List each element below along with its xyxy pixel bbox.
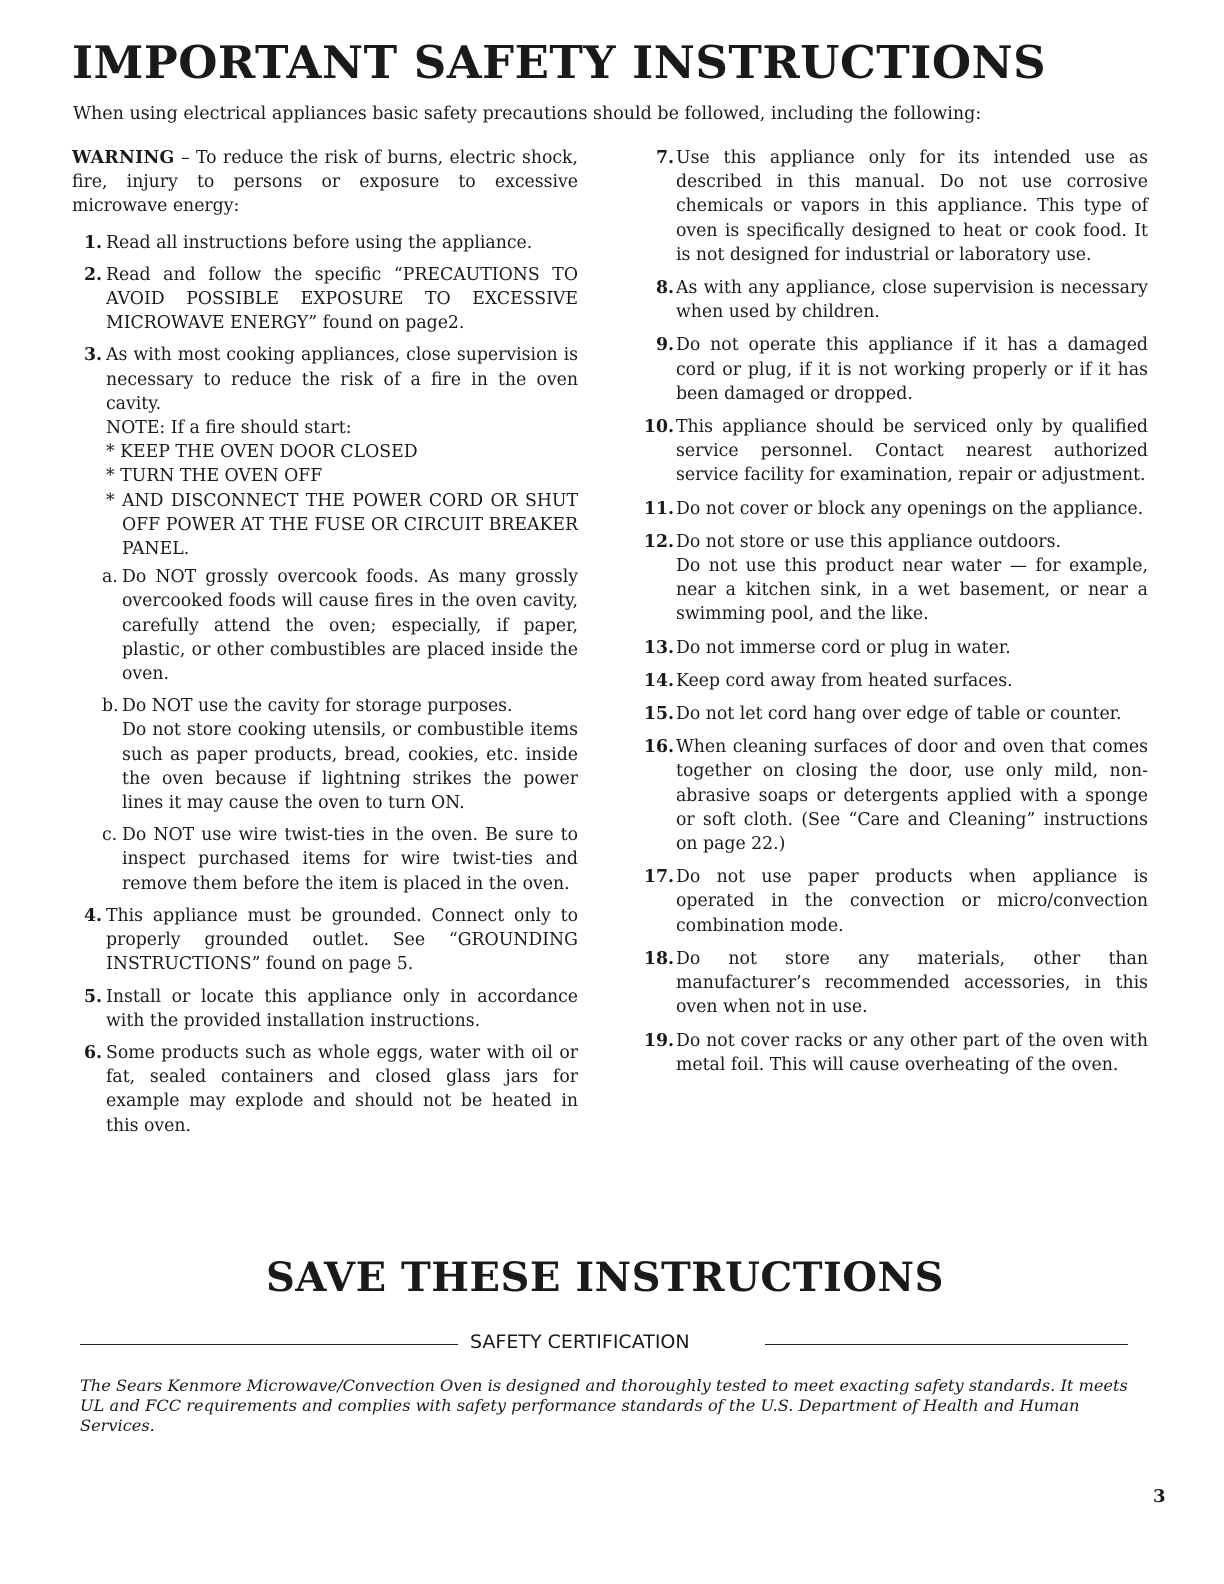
instruction-text: Do not let cord hang over edge of table or counter.	[676, 704, 1122, 725]
instruction-extra: Do not use this product near water — for example, near a kitchen sink, in a wet basement, or near a swimming pool, and the like.	[676, 556, 1148, 625]
instruction-text: Use this appliance only for its intended use as described in this manual. Do not use corrosive chemicals or vapors in this appliance. This type of oven is specifically designed to heat or cook food. It is not designed for industrial or laboratory use.	[676, 148, 1148, 265]
instruction-text: Do not store or use this appliance outdoors.	[676, 531, 1062, 552]
instruction-number: 9.	[655, 335, 674, 356]
instruction-number: 19.	[643, 1030, 674, 1051]
instruction-item-16	[638, 735, 1148, 856]
instruction-text: This appliance should be serviced only by qualified service personnel. Contact nearest authorized service facility for examination, repair or adjustment.	[676, 417, 1148, 486]
instruction-item-5	[72, 985, 578, 1033]
instruction-item-3	[72, 343, 578, 561]
instruction-item-8	[638, 276, 1148, 324]
instruction-number: 16.	[643, 737, 674, 758]
instruction-item-1	[72, 231, 578, 255]
sub-item-letter: a.	[102, 567, 118, 588]
instruction-number: 13.	[643, 637, 674, 658]
instruction-number: 15.	[643, 704, 674, 725]
fire-note-heading: NOTE: If a fire should start:	[106, 418, 352, 439]
instruction-text: Do not use paper products when appliance is operated in the convection or micro/convection combination mode.	[676, 867, 1148, 936]
save-instructions-heading: SAVE THESE INSTRUCTIONS	[266, 1254, 944, 1301]
sub-item-text: Do NOT grossly overcook foods. As many grossly overcooked foods will cause fires in the oven cavity, carefully attend the oven; especially, if paper, plastic, or other combustibles are placed inside the oven.	[122, 567, 578, 685]
instruction-text: Do not cover racks or any other part of the oven with metal foil. This will cause overheating of the oven.	[676, 1030, 1148, 1075]
fire-note-step: * TURN THE OVEN OFF	[106, 466, 323, 487]
instruction-item-10	[638, 415, 1148, 488]
instruction-text: As with any appliance, close supervision is necessary when used by children.	[676, 278, 1148, 323]
instruction-number: 7.	[655, 148, 674, 168]
instruction-item-4	[72, 904, 578, 977]
instruction-text: Read and follow the specific “PRECAUTIONS TO AVOID POSSIBLE EXPOSURE TO EXCESSIVE MICROWAVE ENERGY” found on page2.	[106, 264, 578, 334]
instruction-number: 6.	[84, 1042, 103, 1063]
safety-certification-rule	[80, 1330, 1128, 1360]
instruction-text: Do not store any materials, other than manufacturer’s recommended accessories, in this oven when not in use.	[676, 948, 1148, 1018]
instruction-text: As with most cooking appliances, close supervision is necessary to reduce the risk of a fire in the oven cavity.	[106, 345, 578, 414]
divider-left	[80, 1344, 458, 1345]
page-title: IMPORTANT SAFETY INSTRUCTIONS	[72, 36, 1047, 89]
instruction-text: Do not cover or block any openings on the appliance.	[676, 498, 1144, 519]
instruction-number: 11.	[643, 498, 674, 519]
instruction-number: 8.	[655, 278, 674, 299]
sub-item-text: Do NOT use the cavity for storage purposes.	[122, 696, 513, 717]
instruction-item-17	[638, 865, 1148, 938]
instruction-text: This appliance must be grounded. Connect only to properly grounded outlet. See “GROUNDING INSTRUCTIONS” found on page 5.	[106, 905, 578, 975]
sub-item-extra: Do not store cooking utensils, or combustible items such as paper products, bread, cookies, etc. inside the oven because if lightning strikes the power lines it may cause the oven to turn ON.	[122, 720, 578, 814]
sub-item-text: Do NOT use wire twist-ties in the oven. Be sure to inspect purchased items for wire twist-ties and remove them before the item is placed in the oven.	[122, 825, 578, 894]
intro-text: When using electrical appliances basic safety precautions should be followed, including the following:	[73, 104, 982, 124]
warning-label: WARNING	[72, 148, 175, 168]
instruction-item-19	[638, 1029, 1148, 1077]
instruction-number: 4.	[84, 905, 103, 926]
page-number: 3	[1153, 1486, 1166, 1507]
sub-item-c	[72, 823, 578, 896]
instruction-text: When cleaning surfaces of door and oven that comes together on closing the door, use only mild, non-abrasive soaps or detergents applied with a sponge or soft cloth. (See “Care and Cleaning” instructions on page 22.)	[676, 737, 1148, 855]
instruction-item-14	[638, 669, 1148, 693]
sub-item-b	[72, 694, 578, 815]
instruction-number: 12.	[643, 531, 674, 552]
divider-right	[765, 1344, 1128, 1345]
instruction-text: Some products such as whole eggs, water with oil or fat, sealed containers and closed glass jars for example may explode and should not be heated in this oven.	[106, 1042, 578, 1136]
instruction-number: 1.	[84, 232, 103, 253]
instruction-number: 2.	[84, 264, 103, 285]
instruction-number: 5.	[84, 986, 103, 1007]
instruction-number: 14.	[643, 670, 674, 691]
right-column	[638, 146, 1148, 1086]
instruction-item-18	[638, 947, 1148, 1020]
instruction-item-11	[638, 497, 1148, 521]
sub-item-letter: b.	[102, 696, 119, 717]
instruction-item-13	[638, 636, 1148, 660]
sub-item-letter: c.	[102, 825, 118, 846]
safety-certification-label: SAFETY CERTIFICATION	[470, 1331, 690, 1353]
instruction-number: 17.	[643, 867, 674, 888]
instruction-text: Do not immerse cord or plug in water.	[676, 637, 1011, 658]
safety-certification-text: The Sears Kenmore Microwave/Convection Oven is designed and thoroughly tested to meet exacting safety standards. It meets UL and FCC requirements and complies with safety performance standards of the U.S. Department of Health and Human Services.	[80, 1376, 1128, 1435]
sub-item-a	[72, 565, 578, 686]
instruction-item-7	[638, 146, 1148, 267]
instruction-item-9	[638, 333, 1148, 406]
fire-note-step: * KEEP THE OVEN DOOR CLOSED	[106, 442, 418, 463]
instruction-number: 3.	[84, 345, 103, 366]
instruction-item-2	[72, 263, 578, 336]
instruction-number: 18.	[643, 948, 674, 969]
fire-note-step: * AND DISCONNECT THE POWER CORD OR SHUT OFF POWER AT THE FUSE OR CIRCUIT BREAKER PANEL.	[106, 490, 578, 560]
instruction-text: Install or locate this appliance only in accordance with the provided installation instructions.	[106, 986, 578, 1031]
instruction-number: 10.	[643, 417, 674, 438]
instruction-text: Read all instructions before using the appliance.	[106, 232, 533, 253]
left-column	[72, 146, 578, 1146]
instruction-item-15	[638, 702, 1148, 726]
instruction-text: Do not operate this appliance if it has a damaged cord or plug, if it is not working properly or if it has been damaged or dropped.	[676, 335, 1148, 404]
fire-note	[106, 416, 578, 561]
instruction-item-6	[72, 1041, 578, 1138]
instruction-item-12	[638, 530, 1148, 627]
warning-paragraph	[72, 146, 578, 219]
instruction-text: Keep cord away from heated surfaces.	[676, 670, 1013, 691]
warning-text: – To reduce the risk of burns, electric shock, fire, injury to persons or exposure to excessive microwave energy:	[72, 148, 578, 217]
